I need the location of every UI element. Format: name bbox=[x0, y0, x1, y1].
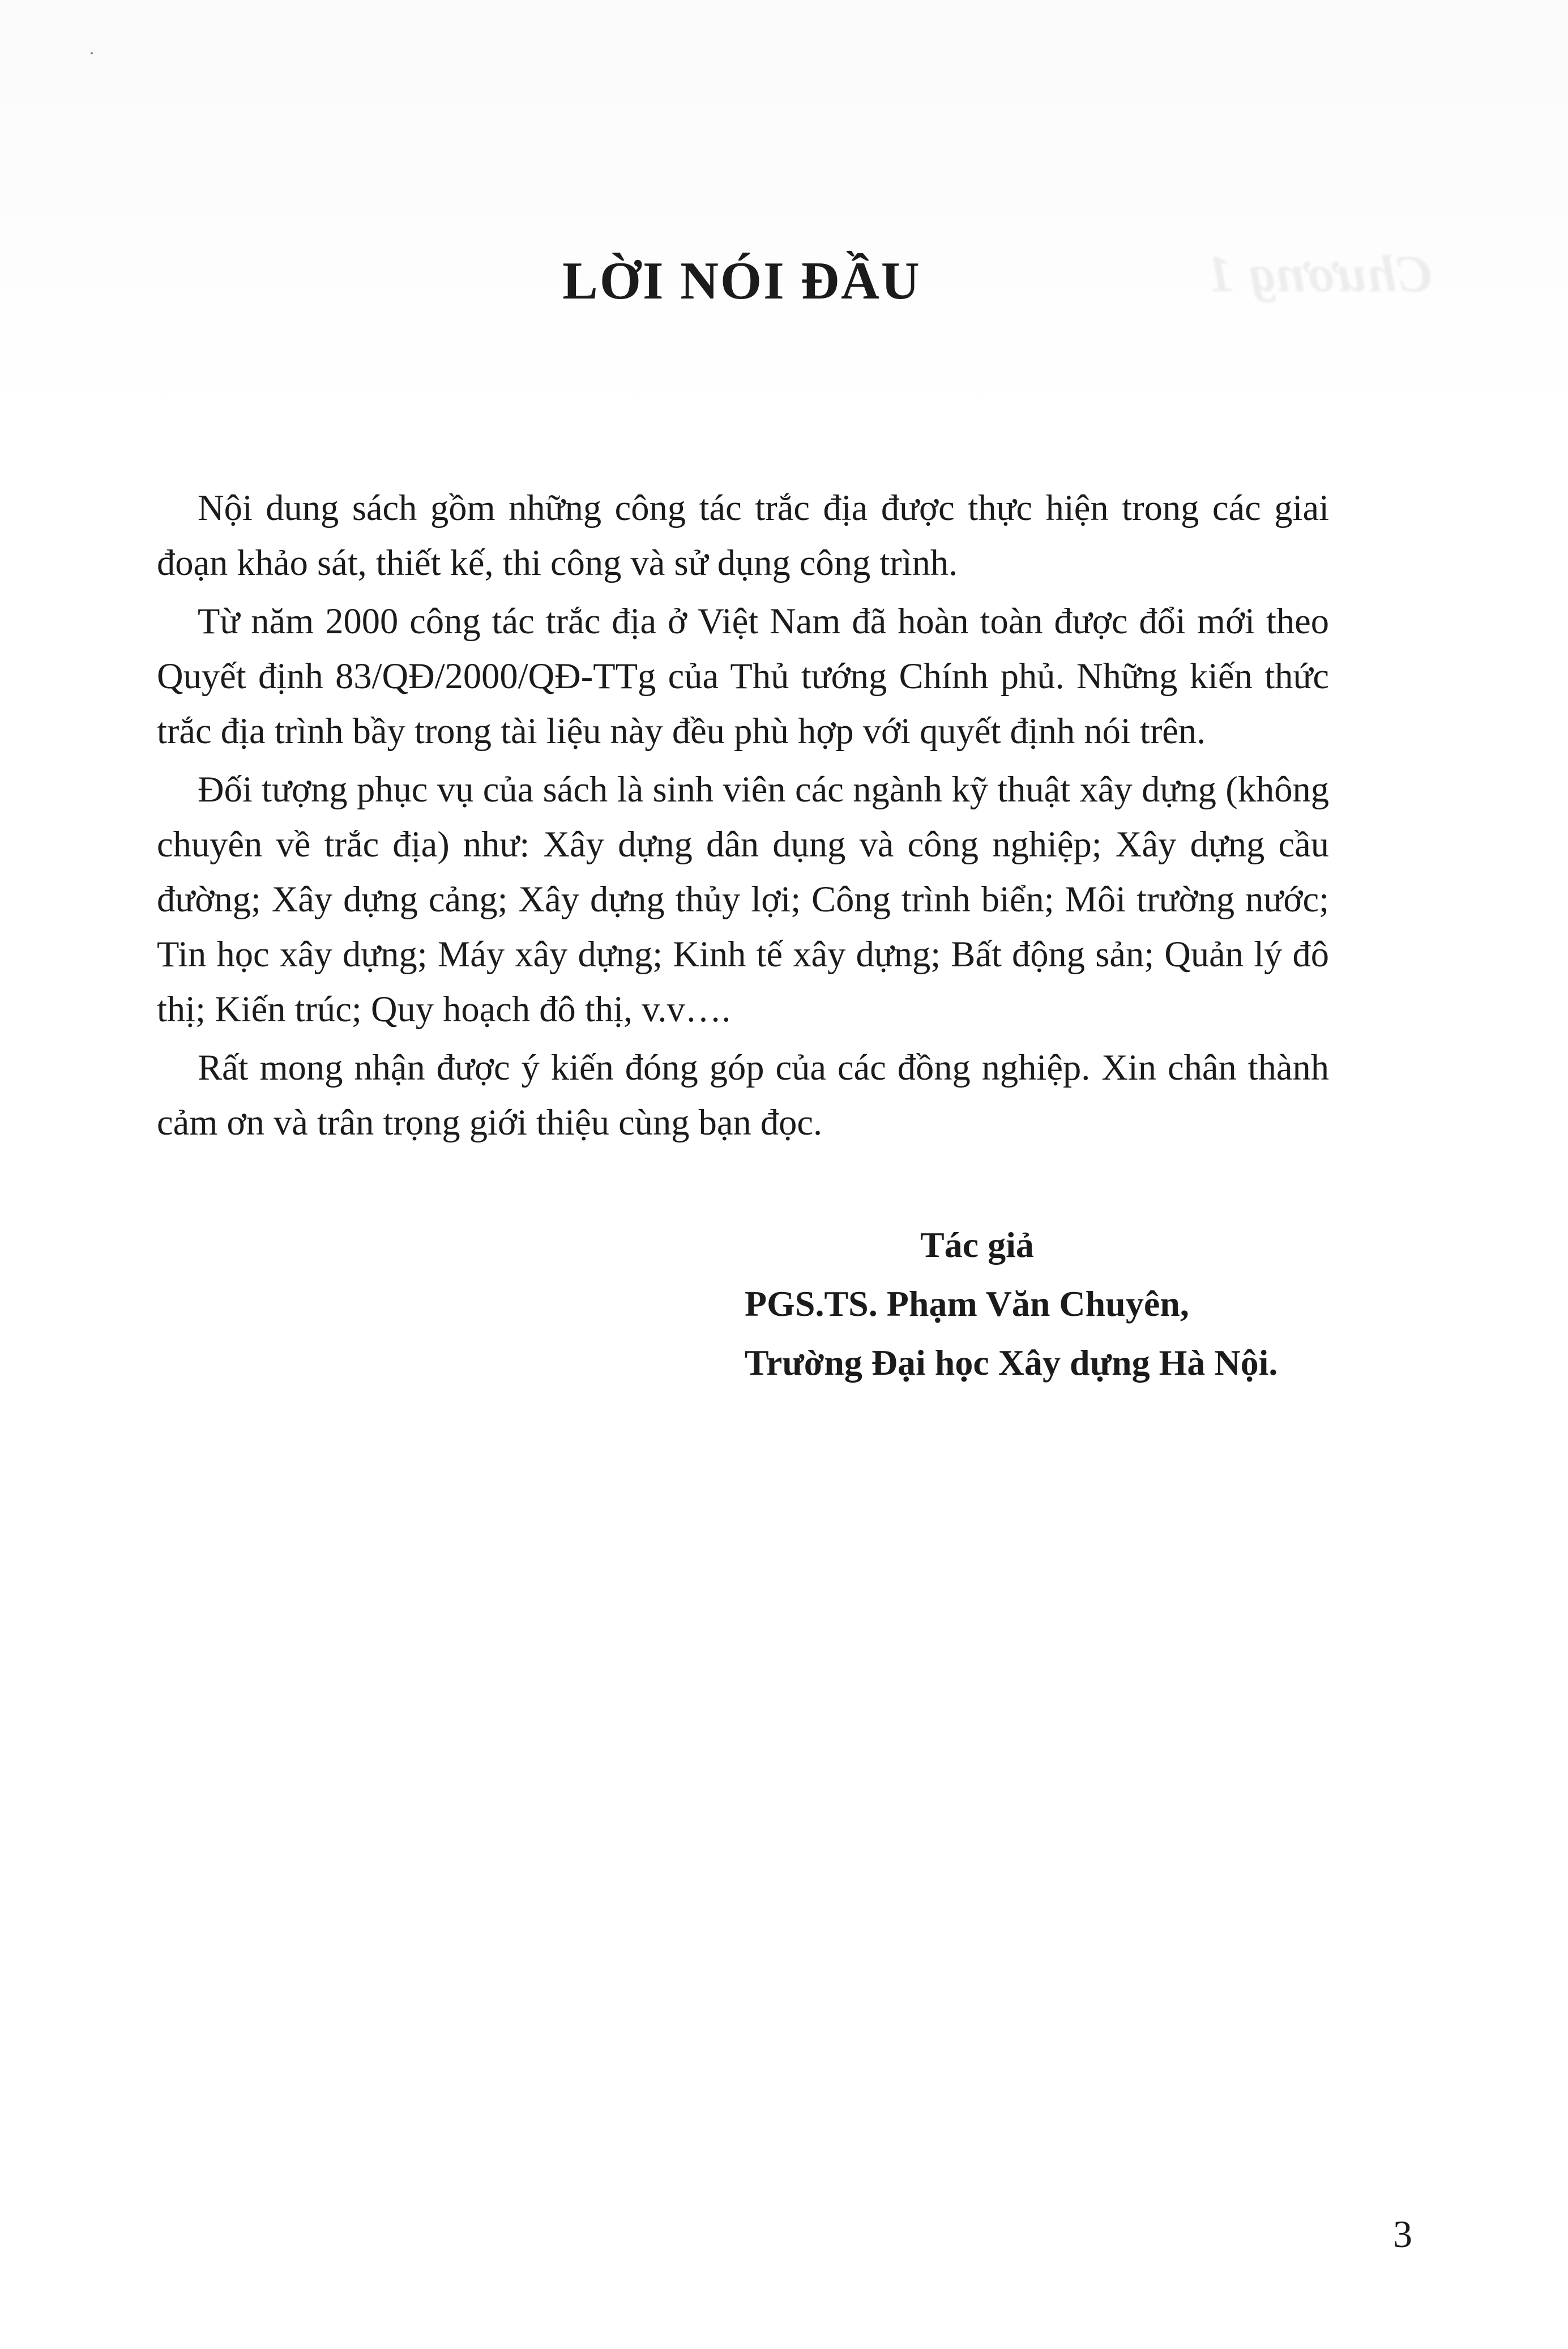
paragraph-4: Rất mong nhận được ý kiến đóng góp của các đồng nghiệp. Xin chân thành cảm ơn và trân trọng giới thiệu cùng bạn đọc. bbox=[157, 1047, 1329, 1142]
page-number: 3 bbox=[1393, 2212, 1412, 2256]
author-signature bbox=[745, 1216, 1278, 1392]
paragraph-2: Từ năm 2000 công tác trắc địa ở Việt Nam đã hoàn toàn được đổi mới theo Quyết định 83/QĐ/2000/QĐ-TTg của Thủ tướng Chính phủ. Những kiến thức trắc địa trình bầy trong tài liệu này đều phù hợp với quyết định nói trên. bbox=[157, 601, 1329, 751]
paragraph-3: Đối tượng phục vụ của sách là sinh viên các ngành kỹ thuật xây dựng (không chuyên về trắc địa) như: Xây dựng dân dụng và công nghiệp; Xây dựng cầu đường; Xây dựng cảng; Xây dựng thủy lợi; Công trình biển; Môi trường nước; Tin học xây dựng; Máy xây dựng; Kinh tế xây dựng; Bất động sản; Quản lý đô thị; Kiến trúc; Quy hoạch đô thị, v.v…. bbox=[157, 769, 1329, 1029]
author-name: PGS.TS. Phạm Văn Chuyên, bbox=[745, 1284, 1189, 1324]
paragraph-1: Nội dung sách gồm những công tác trắc địa được thực hiện trong các giai đoạn khảo sát, thiết kế, thi công và sử dụng công trình. bbox=[157, 488, 1329, 583]
author-role: Tác giả bbox=[920, 1225, 1034, 1265]
author-affiliation: Trường Đại học Xây dựng Hà Nội. bbox=[745, 1342, 1278, 1383]
page-title: LỜI NÓI ĐẦU bbox=[562, 251, 921, 310]
preface-body bbox=[157, 480, 1329, 1153]
show-through-text: Chương 1 bbox=[1206, 245, 1433, 302]
scan-speck bbox=[91, 52, 93, 54]
